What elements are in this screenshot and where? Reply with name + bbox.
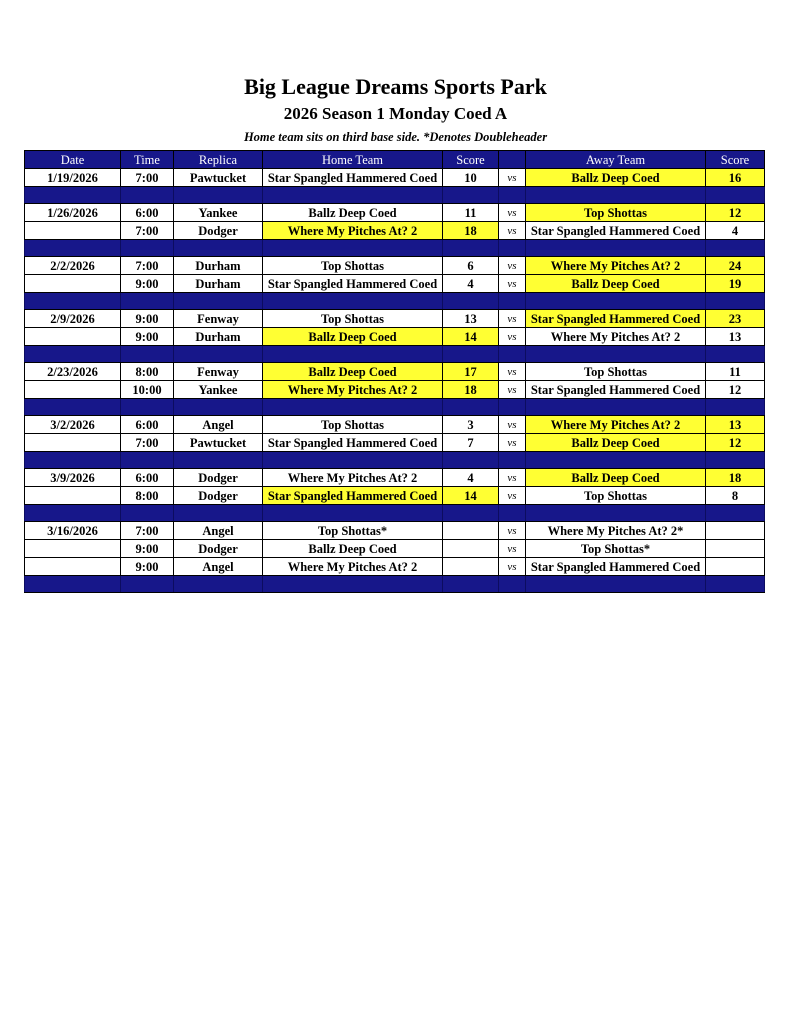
game-time: 7:00 [121, 169, 174, 187]
vs-label: vs [499, 363, 526, 381]
game-replica-field: Fenway [174, 310, 263, 328]
away-team: Star Spangled Hammered Coed [526, 558, 706, 576]
game-replica-field: Dodger [174, 469, 263, 487]
game-row [25, 381, 765, 399]
game-replica-field: Pawtucket [174, 434, 263, 452]
separator-cell [443, 452, 499, 469]
schedule-note: Home team sits on third base side. *Denotes Doubleheader [243, 130, 548, 144]
separator-cell [263, 293, 443, 310]
away-team: Ballz Deep Coed [526, 469, 706, 487]
home-score: 18 [443, 381, 499, 399]
separator-cell [706, 240, 765, 257]
separator-cell [499, 399, 526, 416]
separator-cell [174, 187, 263, 204]
game-date [25, 328, 121, 346]
away-team: Ballz Deep Coed [526, 169, 706, 187]
game-replica-field: Fenway [174, 363, 263, 381]
game-row [25, 416, 765, 434]
separator-cell [443, 187, 499, 204]
home-team: Star Spangled Hammered Coed [263, 434, 443, 452]
separator-cell [25, 452, 121, 469]
home-team: Top Shottas [263, 257, 443, 275]
game-row [25, 363, 765, 381]
away-score [706, 522, 765, 540]
vs-label: vs [499, 257, 526, 275]
vs-label: vs [499, 169, 526, 187]
separator-cell [121, 346, 174, 363]
separator-cell [121, 576, 174, 593]
week-separator [25, 293, 765, 310]
away-score [706, 558, 765, 576]
game-time: 7:00 [121, 257, 174, 275]
game-row [25, 434, 765, 452]
separator-cell [174, 240, 263, 257]
game-time: 9:00 [121, 558, 174, 576]
away-score: 12 [706, 204, 765, 222]
separator-cell [526, 240, 706, 257]
game-row [25, 487, 765, 505]
away-score: 24 [706, 257, 765, 275]
col-away-team-header: Away Team [526, 151, 706, 169]
separator-cell [499, 576, 526, 593]
game-date: 2/2/2026 [25, 257, 121, 275]
game-date [25, 275, 121, 293]
home-team: Star Spangled Hammered Coed [263, 275, 443, 293]
home-score [443, 540, 499, 558]
week-separator [25, 346, 765, 363]
game-date: 2/23/2026 [25, 363, 121, 381]
separator-cell [526, 505, 706, 522]
home-team: Top Shottas [263, 416, 443, 434]
vs-label: vs [499, 416, 526, 434]
vs-label: vs [499, 540, 526, 558]
away-score: 8 [706, 487, 765, 505]
separator-cell [499, 293, 526, 310]
col-home-team-header: Home Team [263, 151, 443, 169]
home-team: Ballz Deep Coed [263, 540, 443, 558]
game-row [25, 558, 765, 576]
separator-cell [499, 240, 526, 257]
away-team: Top Shottas [526, 204, 706, 222]
game-date [25, 222, 121, 240]
game-row [25, 169, 765, 187]
game-row [25, 469, 765, 487]
separator-cell [263, 505, 443, 522]
separator-cell [526, 293, 706, 310]
week-separator [25, 576, 765, 593]
home-team: Ballz Deep Coed [263, 204, 443, 222]
home-team: Where My Pitches At? 2 [263, 381, 443, 399]
game-row [25, 540, 765, 558]
separator-cell [121, 240, 174, 257]
separator-cell [526, 187, 706, 204]
game-row [25, 522, 765, 540]
col-time-header: Time [121, 151, 174, 169]
separator-cell [121, 452, 174, 469]
separator-cell [121, 505, 174, 522]
schedule-table [24, 150, 765, 593]
game-replica-field: Durham [174, 328, 263, 346]
week-separator [25, 240, 765, 257]
col-date-header: Date [25, 151, 121, 169]
away-score: 13 [706, 328, 765, 346]
home-team: Ballz Deep Coed [263, 328, 443, 346]
separator-cell [174, 346, 263, 363]
game-row [25, 222, 765, 240]
home-score [443, 558, 499, 576]
away-team: Star Spangled Hammered Coed [526, 310, 706, 328]
separator-cell [499, 505, 526, 522]
home-score: 11 [443, 204, 499, 222]
week-separator [25, 399, 765, 416]
separator-cell [706, 576, 765, 593]
separator-cell [526, 399, 706, 416]
separator-cell [263, 346, 443, 363]
separator-cell [263, 452, 443, 469]
separator-cell [499, 452, 526, 469]
away-score: 16 [706, 169, 765, 187]
game-date [25, 558, 121, 576]
game-replica-field: Yankee [174, 204, 263, 222]
separator-cell [526, 346, 706, 363]
separator-cell [443, 346, 499, 363]
col-vs-header [499, 151, 526, 169]
home-team: Top Shottas [263, 310, 443, 328]
separator-cell [263, 576, 443, 593]
home-team: Where My Pitches At? 2 [263, 222, 443, 240]
col-away-score-header: Score [706, 151, 765, 169]
separator-cell [706, 187, 765, 204]
game-row [25, 257, 765, 275]
home-team: Top Shottas* [263, 522, 443, 540]
away-score: 23 [706, 310, 765, 328]
separator-cell [263, 187, 443, 204]
separator-cell [174, 576, 263, 593]
vs-label: vs [499, 487, 526, 505]
vs-label: vs [499, 434, 526, 452]
game-date: 3/9/2026 [25, 469, 121, 487]
separator-cell [263, 399, 443, 416]
game-replica-field: Yankee [174, 381, 263, 399]
vs-label: vs [499, 328, 526, 346]
game-date [25, 487, 121, 505]
away-score: 19 [706, 275, 765, 293]
separator-cell [174, 452, 263, 469]
home-team: Star Spangled Hammered Coed [263, 487, 443, 505]
separator-cell [706, 505, 765, 522]
game-row [25, 275, 765, 293]
game-time: 9:00 [121, 310, 174, 328]
game-replica-field: Angel [174, 558, 263, 576]
col-home-score-header: Score [443, 151, 499, 169]
home-score: 13 [443, 310, 499, 328]
away-team: Star Spangled Hammered Coed [526, 222, 706, 240]
away-team: Where My Pitches At? 2 [526, 416, 706, 434]
week-separator [25, 187, 765, 204]
away-team: Top Shottas* [526, 540, 706, 558]
game-time: 6:00 [121, 416, 174, 434]
away-score: 12 [706, 434, 765, 452]
game-replica-field: Dodger [174, 540, 263, 558]
header-row [25, 151, 765, 169]
separator-cell [443, 505, 499, 522]
away-team: Top Shottas [526, 487, 706, 505]
vs-label: vs [499, 558, 526, 576]
separator-cell [443, 399, 499, 416]
separator-cell [706, 346, 765, 363]
game-date: 3/2/2026 [25, 416, 121, 434]
away-team: Top Shottas [526, 363, 706, 381]
separator-cell [25, 505, 121, 522]
home-team: Where My Pitches At? 2 [263, 469, 443, 487]
game-replica-field: Angel [174, 522, 263, 540]
home-score: 17 [443, 363, 499, 381]
separator-cell [25, 240, 121, 257]
separator-cell [121, 187, 174, 204]
separator-cell [499, 346, 526, 363]
separator-cell [443, 576, 499, 593]
vs-label: vs [499, 310, 526, 328]
game-replica-field: Dodger [174, 222, 263, 240]
home-score: 10 [443, 169, 499, 187]
game-replica-field: Durham [174, 275, 263, 293]
home-score: 18 [443, 222, 499, 240]
game-time: 6:00 [121, 469, 174, 487]
vs-label: vs [499, 381, 526, 399]
home-team: Where My Pitches At? 2 [263, 558, 443, 576]
away-team: Where My Pitches At? 2 [526, 257, 706, 275]
game-row [25, 328, 765, 346]
game-date [25, 540, 121, 558]
separator-cell [526, 452, 706, 469]
game-replica-field: Dodger [174, 487, 263, 505]
home-score: 4 [443, 469, 499, 487]
home-score: 3 [443, 416, 499, 434]
away-score: 18 [706, 469, 765, 487]
game-time: 9:00 [121, 540, 174, 558]
separator-cell [443, 293, 499, 310]
away-score: 4 [706, 222, 765, 240]
game-time: 7:00 [121, 522, 174, 540]
separator-cell [174, 399, 263, 416]
vs-label: vs [499, 469, 526, 487]
vs-label: vs [499, 522, 526, 540]
separator-cell [706, 293, 765, 310]
home-score [443, 522, 499, 540]
away-score: 12 [706, 381, 765, 399]
away-score: 11 [706, 363, 765, 381]
separator-cell [706, 399, 765, 416]
game-time: 9:00 [121, 328, 174, 346]
game-date: 3/16/2026 [25, 522, 121, 540]
home-score: 14 [443, 487, 499, 505]
home-team: Ballz Deep Coed [263, 363, 443, 381]
page-title: Big League Dreams Sports Park [244, 74, 547, 99]
game-replica-field: Durham [174, 257, 263, 275]
game-row [25, 310, 765, 328]
game-time: 6:00 [121, 204, 174, 222]
game-replica-field: Pawtucket [174, 169, 263, 187]
home-score: 6 [443, 257, 499, 275]
away-score [706, 540, 765, 558]
away-team: Where My Pitches At? 2* [526, 522, 706, 540]
game-time: 7:00 [121, 434, 174, 452]
separator-cell [526, 576, 706, 593]
game-time: 8:00 [121, 363, 174, 381]
separator-cell [443, 240, 499, 257]
game-date: 1/19/2026 [25, 169, 121, 187]
away-team: Star Spangled Hammered Coed [526, 381, 706, 399]
separator-cell [25, 576, 121, 593]
away-score: 13 [706, 416, 765, 434]
game-time: 8:00 [121, 487, 174, 505]
separator-cell [25, 346, 121, 363]
game-time: 10:00 [121, 381, 174, 399]
week-separator [25, 505, 765, 522]
game-date [25, 381, 121, 399]
home-score: 7 [443, 434, 499, 452]
separator-cell [174, 293, 263, 310]
separator-cell [121, 399, 174, 416]
separator-cell [174, 505, 263, 522]
game-replica-field: Angel [174, 416, 263, 434]
game-date [25, 434, 121, 452]
game-row [25, 204, 765, 222]
separator-cell [25, 293, 121, 310]
home-team: Star Spangled Hammered Coed [263, 169, 443, 187]
page-subtitle: 2026 Season 1 Monday Coed A [283, 104, 508, 123]
week-separator [25, 452, 765, 469]
away-team: Where My Pitches At? 2 [526, 328, 706, 346]
separator-cell [121, 293, 174, 310]
game-time: 9:00 [121, 275, 174, 293]
separator-cell [706, 452, 765, 469]
home-score: 4 [443, 275, 499, 293]
separator-cell [25, 399, 121, 416]
vs-label: vs [499, 222, 526, 240]
separator-cell [25, 187, 121, 204]
game-time: 7:00 [121, 222, 174, 240]
away-team: Ballz Deep Coed [526, 434, 706, 452]
vs-label: vs [499, 204, 526, 222]
col-replica-header: Replica [174, 151, 263, 169]
separator-cell [263, 240, 443, 257]
game-date: 2/9/2026 [25, 310, 121, 328]
separator-cell [499, 187, 526, 204]
vs-label: vs [499, 275, 526, 293]
away-team: Ballz Deep Coed [526, 275, 706, 293]
home-score: 14 [443, 328, 499, 346]
game-date: 1/26/2026 [25, 204, 121, 222]
